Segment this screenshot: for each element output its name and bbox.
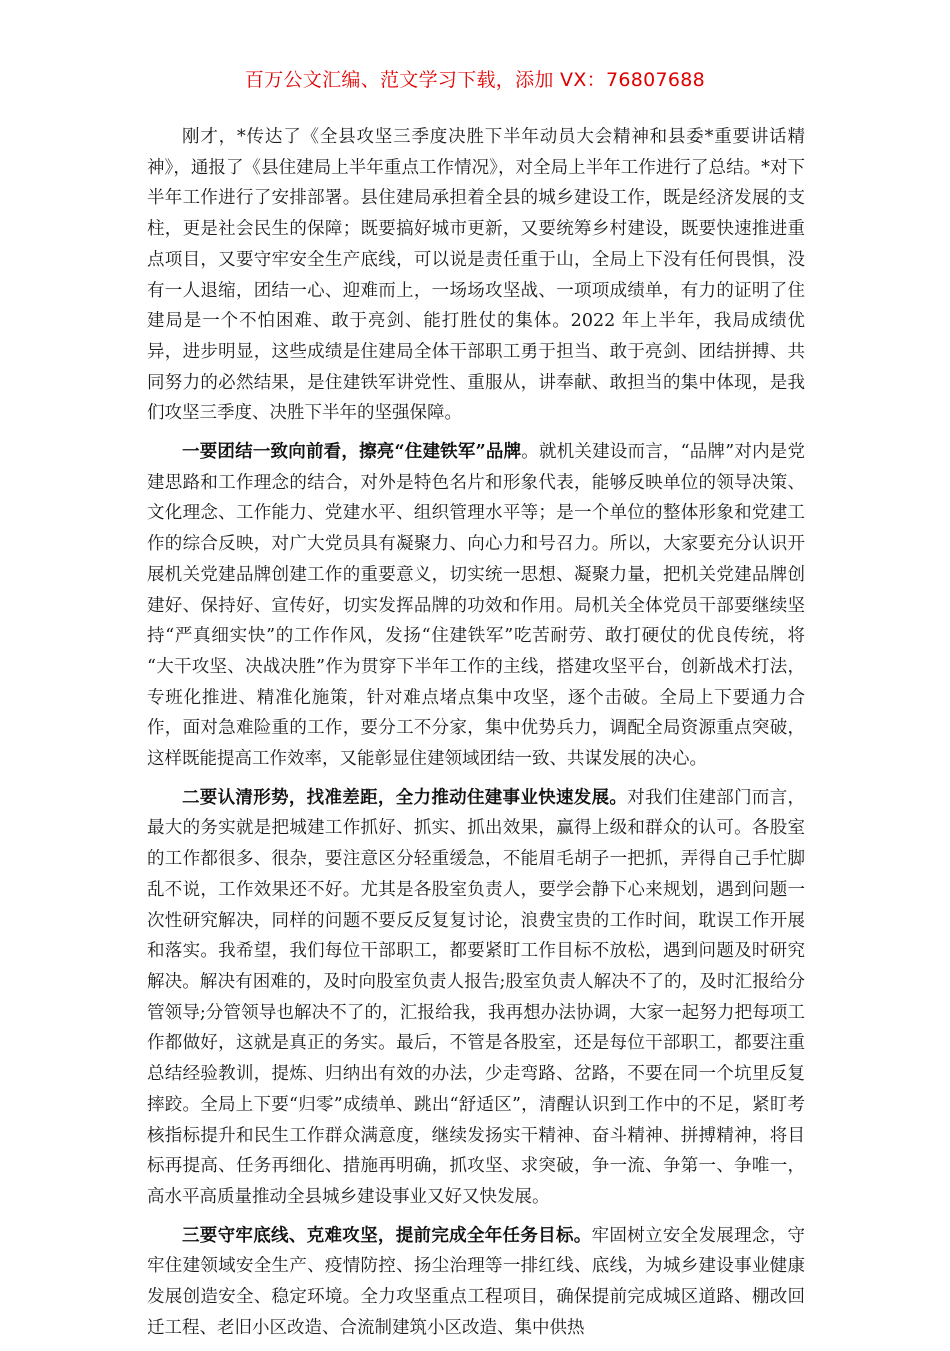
- paragraph-lead: 一要团结一致向前看，擦亮“住建铁军”品牌: [182, 442, 522, 463]
- paragraph-text: 牢固树立安全发展理念，守牢住建领域安全生产、疫情防控、扬尘治理等一排红线、底线，为城乡建设事业健康发展创造安全、稳定环境。全力攻坚重点工程项目，确保提前完成城区道路、棚改回迁工程、老旧小区改造、合流制建筑小区改造、集中供热: [147, 1225, 806, 1338]
- paragraph-intro: [147, 122, 805, 429]
- document-body: [147, 122, 805, 1351]
- paragraph-text: 刚才，*传达了《全县攻坚三季度决胜下半年动员大会精神和县委*重要讲话精神》，通报了《县住建局上半年重点工作情况》，对全局上半年工作进行了总结。*对下半年工作进行了安排部署。县住建局承担着全县的城乡建设工作，既是经济发展的支柱，更是社会民生的保障；既要搞好城市更新，又要统筹乡村建设，既要快速推进重点项目，又要守牢安全生产底线，可以说是责任重于山，全局上下没有任何畏惧，没有一人退缩，团结一心、迎难而上，一场场攻坚战、一项项成绩单，有力的证明了住建局是一个不怕困难、敢于亮剑、能打胜仗的集体。2022 年上半年，我局成绩优异，进步明显，这些成绩是住建局全体干部职工勇于担当、敢于亮剑、团结拼搏、共同努力的必然结果，是住建铁军讲党性、重服从，讲奉献、敢担当的集中体现，是我们攻坚三季度、决胜下半年的坚强保障。: [147, 127, 805, 424]
- paragraph-point-1: [147, 437, 805, 775]
- paragraph-point-3: [147, 1221, 805, 1344]
- promo-banner: 百万公文汇编、范文学习下载，添加 VX：76807688: [244, 69, 706, 91]
- paragraph-text: 。就机关建设而言，“品牌”对内是党建思路和工作理念的结合，对外是特色名片和形象代表，能够反映单位的领导决策、文化理念、工作能力、党建水平、组织管理水平等；是一个单位的整体形象和党建工作的综合反映，对广大党员具有凝聚力、向心力和号召力。所以，大家要充分认识开展机关党建品牌创建工作的重要意义，切实统一思想、凝聚力量，把机关党建品牌创建好、保持好、宣传好，切实发挥品牌的功效和作用。局机关全体党员干部要继续坚持“严真细实快”的工作作风，发扬“住建铁军”吃苦耐劳、敢打硬仗的优良传统，将 “大干攻坚、决战决胜”作为贯穿下半年工作的主线，搭建攻坚平台，创新战术打法，专班化推进、精准化施策，针对难点堵点集中攻坚，逐个击破。全局上下要通力合作，面对急难险重的工作，要分工不分家，集中优势兵力，调配全局资源重点突破，这样既能提高工作效率，又能彰显住建领域团结一致、共谋发展的决心。: [147, 442, 805, 770]
- paragraph-lead: 三要守牢底线、克难攻坚，提前完成全年任务目标。: [182, 1225, 592, 1246]
- paragraph-text: 对我们住建部门而言，最大的务实就是把城建工作抓好、抓实、抓出效果，赢得上级和群众的认可。各股室的工作都很多、很杂，要注意区分轻重缓急，不能眉毛胡子一把抓，弄得自己手忙脚乱不说，工作效果还不好。尤其是各股室负责人，要学会静下心来规划，遇到问题一次性研究解决，同样的问题不要反反复复讨论，浪费宝贵的工作时间，耽误工作开展和落实。我希望，我们每位干部职工，都要紧盯工作目标不放松，遇到问题及时研究解决。解决有困难的，及时向股室负责人报告;股室负责人解决不了的，及时汇报给分管领导;分管领导也解决不了的，汇报给我，我再想办法协调，大家一起努力把每项工作都做好，这就是真正的务实。最后，不管是各股室，还是每位干部职工，都要注重总结经验教训，提炼、归纳出有效的办法，少走弯路、岔路，不要在同一个坑里反复摔跤。全局上下要“归零”成绩单、跳出“舒适区”，清醒认识到工作中的不足，紧盯考核指标提升和民生工作群众满意度，继续发扬实干精神、奋斗精神、拼搏精神，将目标再提高、任务再细化、措施再明确，抓攻坚、求突破，争一流、争第一、争唯一，高水平高质量推动全县城乡建设事业又好又快发展。: [147, 787, 805, 1207]
- paragraph-point-2: [147, 783, 805, 1213]
- paragraph-lead: 二要认清形势，找准差距，全力推动住建事业快速发展。: [182, 787, 628, 808]
